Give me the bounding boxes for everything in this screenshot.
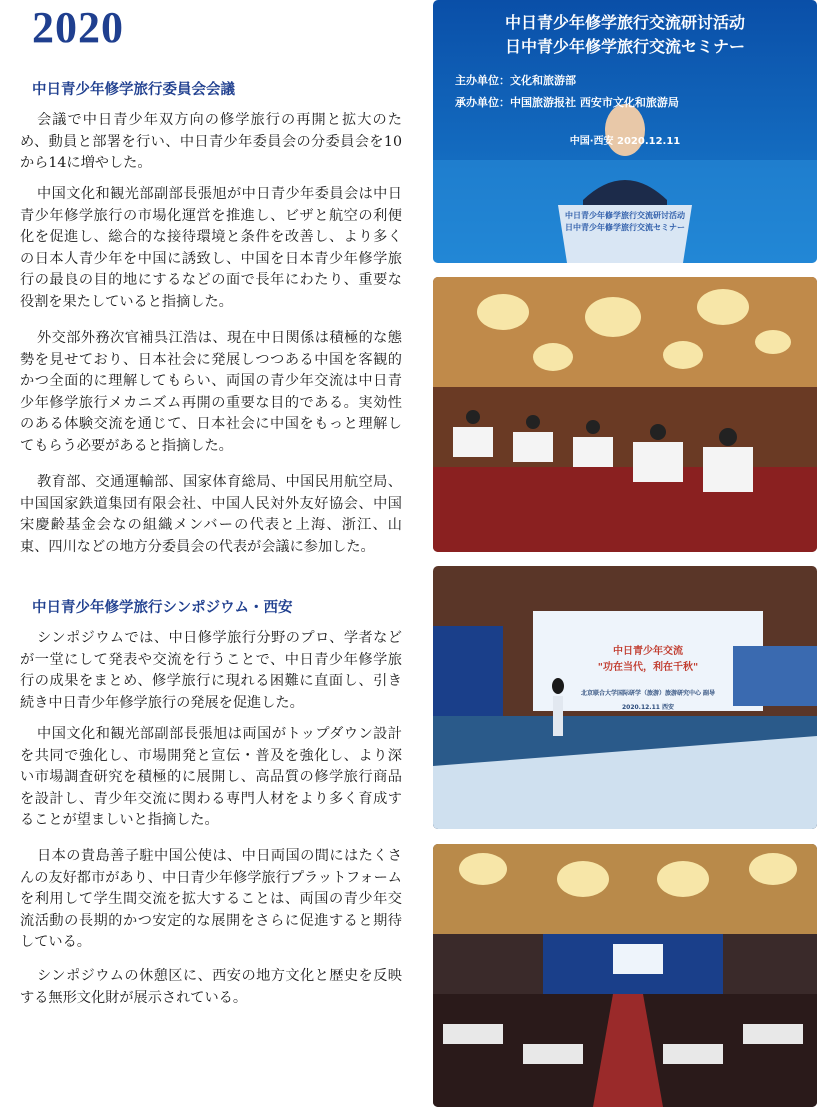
banner-chinese: 中日青少年修学旅行交流研讨活动 [504,13,745,32]
section-heading-committee: 中日青少年修学旅行委員会会議 [32,82,235,98]
paragraph: シンポジウムの休憩区に、西安の地方文化と歴史を反映する無形文化財が展示されている。 [20,968,402,1006]
screen-speaker: 北京联合大学国际研学（旅游）旅游研究中心 副导 [580,690,716,697]
organizer-line: 承办单位：中国旅游报社 西安市文化和旅游局 [455,96,679,109]
screen-date: 2020.12.11 西安 [621,704,675,711]
photo-stage [433,566,817,829]
host-line: 主办单位：文化和旅游部 [455,74,576,87]
paragraph: 会議で中日青少年双方向の修学旅行の再開と拡大のため、動員と部署を行い、中日青少年委員会の分委員会を10から14に増やした。 [20,112,402,171]
banner-japanese: 日中青少年修学旅行交流セミナー [504,37,745,56]
photo-audience [433,277,817,552]
screen-title: 中日青少年交流 [613,646,683,657]
podium-line1: 中日青少年修学旅行交流研讨活动 [565,211,685,220]
paragraph: 日本の貴島善子駐中国公使は、中日両国の間にはたくさんの友好都市があり、中日青少年修学旅行プラットフォームを利用して学生間交流を拡大することは、両国の青少年交流活動の長期的かつ安定的な展開をさらに促進すると期待している。 [20,848,402,950]
section-heading-symposium: 中日青少年修学旅行シンポジウム・西安 [32,600,293,616]
paragraph: 外交部外務次官補呉江浩は、現在中日関係は積極的な態勢を見せており、日本社会に発展しつつある中国を客観的かつ全面的に理解してもらい、両国の青少年交流は中日青少年修学旅行メカニズム再開の重要な目的である。実効性のある体験交流を通じて、日本社会に中国をもっと理解してもらう必要があると指摘した。 [20,330,402,454]
screen-subtitle: "功在当代，利在千秋" [597,662,699,673]
podium-line2: 日中青少年修学旅行交流セミナー [565,223,685,232]
paragraph: 中国文化和観光部副部長張旭が中日青少年委員会は中日青少年修学旅行の市場化運営を推進し、ビザと航空の利便化を促進し、総合的な接待環境と条件を改善し、より多くの日本人青少年を中国に誘致し、中国を日本青少年修学旅行の最良の目的地にするなどの面で長年にわたり、重要な役割を果たしていると指摘した。 [20,186,402,310]
paragraph: 中国文化和観光部副部長張旭は両国がトップダウン設計を共同で強化し、市場開発と宣伝・普及を強化し、より深い市場調査研究を積極的に展開し、高品質の修学旅行商品を設計し、青少年交流に関わる専門人材をより多く育成することが望ましいと指摘した。 [20,726,402,828]
page-year: 2020 [32,3,124,52]
paragraph: 教育部、交通運輸部、国家体育総局、中国民用航空局、中国国家鉄道集団有限会社、中国人民対外友好協会、中国宋慶齢基金会なの組織メンバーの代表と上海、浙江、山東、四川などの地方分委員会の代表が会議に参加した。 [20,474,402,555]
photo-speech [433,0,817,263]
place-date: 中国·西安 2020.12.11 [569,136,681,147]
photo-hall [433,844,817,1107]
paragraph: シンポジウムでは、中日修学旅行分野のプロ、学者などが一堂にして発表や交流を行うことで、中日青少年修学旅行の成果をまとめ、修学旅行に現れる困難に直面し、引き続き中日青少年修学旅行の発展を促進した。 [20,630,402,711]
